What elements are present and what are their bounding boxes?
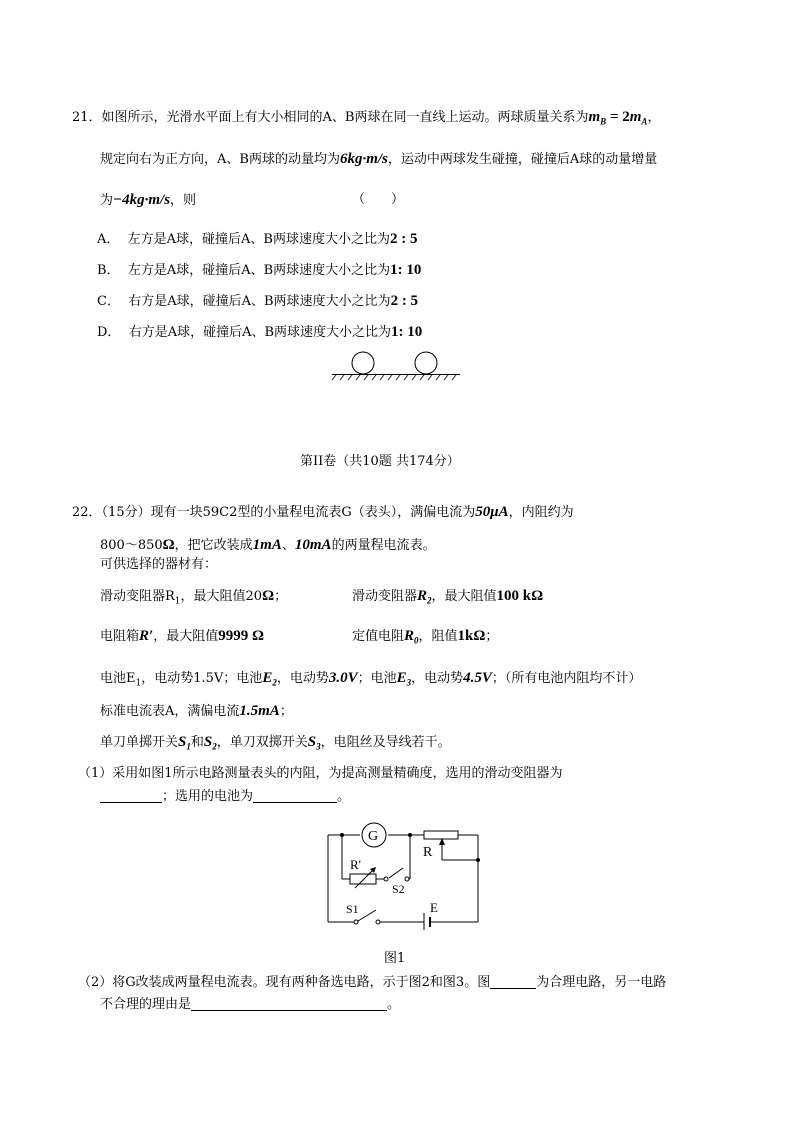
two-balls-figure (330, 350, 462, 382)
label-g: G (368, 829, 379, 844)
ball-left (352, 352, 374, 374)
answer-blank-reason[interactable] (191, 996, 387, 1011)
label-e: E (430, 900, 438, 915)
answer-blank-battery[interactable] (253, 788, 337, 803)
answer-blank-rheostat[interactable] (100, 788, 162, 803)
q21-option-a: A． 左方是A球，碰撞后A、B两球速度大小之比为2 : 5 (97, 231, 418, 247)
q22-line3: 可供选择的器材有： (100, 557, 218, 572)
q21-option-d: D． 右方是A球，碰撞后A、B两球速度大小之比为1: 10 (97, 324, 423, 340)
ground-hatching (332, 375, 456, 380)
label-r: R (423, 845, 433, 860)
ball-right (415, 352, 437, 374)
q22-r2: 滑动变阻器$R_2$，最大阻值100 kΩ (352, 588, 544, 606)
circuit-figure-1 (320, 818, 490, 930)
switch-s2 (389, 868, 403, 878)
q22-part1-line2: ；选用的电池为 。 (100, 788, 350, 806)
switch-s1 (358, 910, 376, 921)
q22-line1: 22．（15分）现有一块59C2型的小量程电流表G（表头），满偏电流为50μA，内阻约为 (72, 504, 574, 520)
label-s2: S2 (392, 882, 405, 896)
q22-batteries: 电池$E_1$，电动势1.5V；电池$E_2$，电动势3.0V；电池$E_3$，电动势4.5V；（所有电池内阻均不计） (100, 670, 642, 689)
q22-switches: 单刀单掷开关$S_1$和$S_2$，单刀双掷开关$S_3$，电阻丝及导线若干。 (100, 734, 451, 752)
q22-rbox: 电阻箱R′，最大阻值9999 Ω (100, 628, 265, 644)
answer-blank-reasonable-figure[interactable] (490, 974, 536, 989)
label-s1: S1 (346, 902, 359, 916)
q22-part2-line2: 不合理的理由是 。 (100, 997, 401, 1012)
q22-r0: 定值电阻$R_0$，阻值1kΩ； (352, 628, 499, 646)
resistance-box-rprime (350, 874, 376, 884)
q22-part2-line1: （2）将G改装成两量程电流表。现有两种备选电路，示于图2和图3。图 为合理电路，另一电路 (78, 975, 667, 990)
section-title: 第II卷（共10题 共174分） (300, 454, 460, 469)
q22-standard-ammeter: 标准电流表A，满偏电流1.5mA； (100, 703, 293, 719)
q22-part1-line1: （1）采用如图1所示电路测量表头的内阻，为提高测量精确度，选用的滑动变阻器为 (78, 766, 563, 781)
label-rprime: R' (350, 857, 362, 872)
rheostat-r (424, 831, 458, 839)
q21-option-c: C． 右方是A球，碰撞后A、B两球速度大小之比为2 : 5 (97, 293, 419, 309)
figure-1-caption: 图1 (384, 951, 406, 966)
q21-option-b: B． 左方是A球，碰撞后A、B两球速度大小之比为1: 10 (97, 262, 422, 278)
q22-r1: 滑动变阻器$R_1$，最大阻值20Ω； (100, 588, 288, 607)
q21-line1: 21．如图所示，光滑水平面上有大小相同的A、B两球在同一直线上运动。两球质量关系为$m_B = 2m_A$， (72, 109, 661, 127)
q21-line2: 规定向右为正方向，A、B两球的动量均为6kg·m/s，运动中两球发生碰撞，碰撞后A球的动量增量 (100, 151, 658, 167)
q21-line3: 为−4kg·m/s，则 （ ） (100, 192, 405, 208)
q22-line2: 800～850Ω，把它改装成1mA、10mA的两量程电流表。 (100, 537, 436, 553)
